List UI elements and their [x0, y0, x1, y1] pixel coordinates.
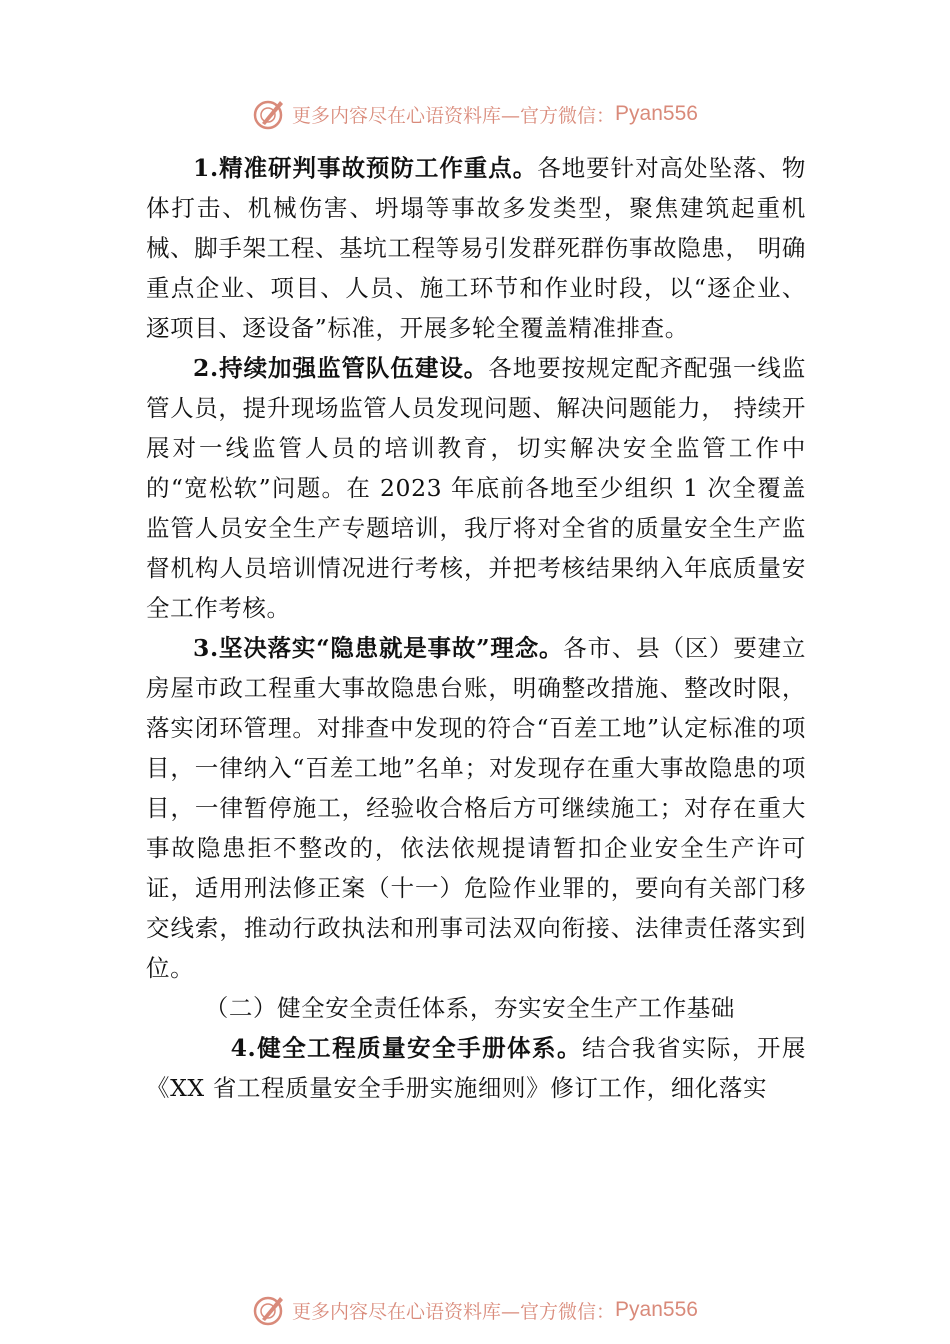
- paragraph-3-body: 各市、县（区）要建立房屋市政工程重大事故隐患台账，明确整改措施、整改时限，落实闭环管理。对排查中发现的符合“百差工地”认定标准的项目，一律纳入“百差工地”名单；对发现存在重大事故隐患的项目，一律暂停施工，经验收合格后方可继续施工；对存在重大事故隐患拒不整改的，依法依规提请暂扣企业安全生产许可证，适用刑法修正案（十一）危险作业罪的，要向有关部门移交线索，推动行政执法和刑事司法双向衔接、法律责任落实到位。: [146, 634, 806, 982]
- paragraph-4-body: 结合我省实际，开展《XX 省工程质量安全手册实施细则》修订工作，细化落实: [146, 1034, 806, 1102]
- paragraph-1-lead: 1.精准研判事故预防工作重点。: [193, 154, 538, 182]
- watermark-account: Pyan556: [615, 102, 698, 125]
- paragraph-2-lead: 2.持续加强监管队伍建设。: [193, 354, 489, 382]
- document-body: [146, 148, 806, 1108]
- paragraph-2-body: 各地要按规定配齐配强一线监管人员，提升现场监管人员发现问题、解决问题能力， 持续开展对一线监管人员的培训教育，切实解决安全监管工作中的“宽松软”问题。在 2023 年底前各地至少组织 1 次全覆盖监管人员安全生产专题培训，我厅将对全省的质量安全生产监督机构人员培训情况进行考核，并把考核结果纳入年底质量安全工作考核。: [146, 354, 806, 622]
- paragraph-4: [146, 1028, 806, 1108]
- watermark-account: Pyan556: [615, 1298, 698, 1321]
- paragraph-2: [146, 348, 806, 628]
- paragraph-4-lead: 4.健全工程质量安全手册体系。: [230, 1034, 583, 1062]
- watermark-text: 更多内容尽在心语资料库—官方微信：: [292, 104, 616, 127]
- header-watermark: [0, 94, 950, 134]
- paragraph-1: [146, 148, 806, 348]
- paragraph-3: [146, 628, 806, 988]
- paragraph-1-body: 各地要针对高处坠落、物体打击、机械伤害、坍塌等事故多发类型，聚焦建筑起重机械、脚手架工程、基坑工程等易引发群死群伤事故隐患， 明确重点企业、项目、人员、施工环节和作业时段，以“逐企业、逐项目、逐设备”标准，开展多轮全覆盖精准排查。: [146, 154, 806, 342]
- footer-watermark: [0, 1290, 950, 1330]
- section-heading: （二）健全安全责任体系，夯实安全生产工作基础: [204, 994, 735, 1022]
- brush-logo-icon: [252, 1293, 286, 1327]
- watermark-text: 更多内容尽在心语资料库—官方微信：: [292, 1300, 616, 1323]
- brush-logo-icon: [252, 97, 286, 131]
- paragraph-3-lead: 3.坚决落实“隐患就是事故”理念。: [193, 634, 564, 662]
